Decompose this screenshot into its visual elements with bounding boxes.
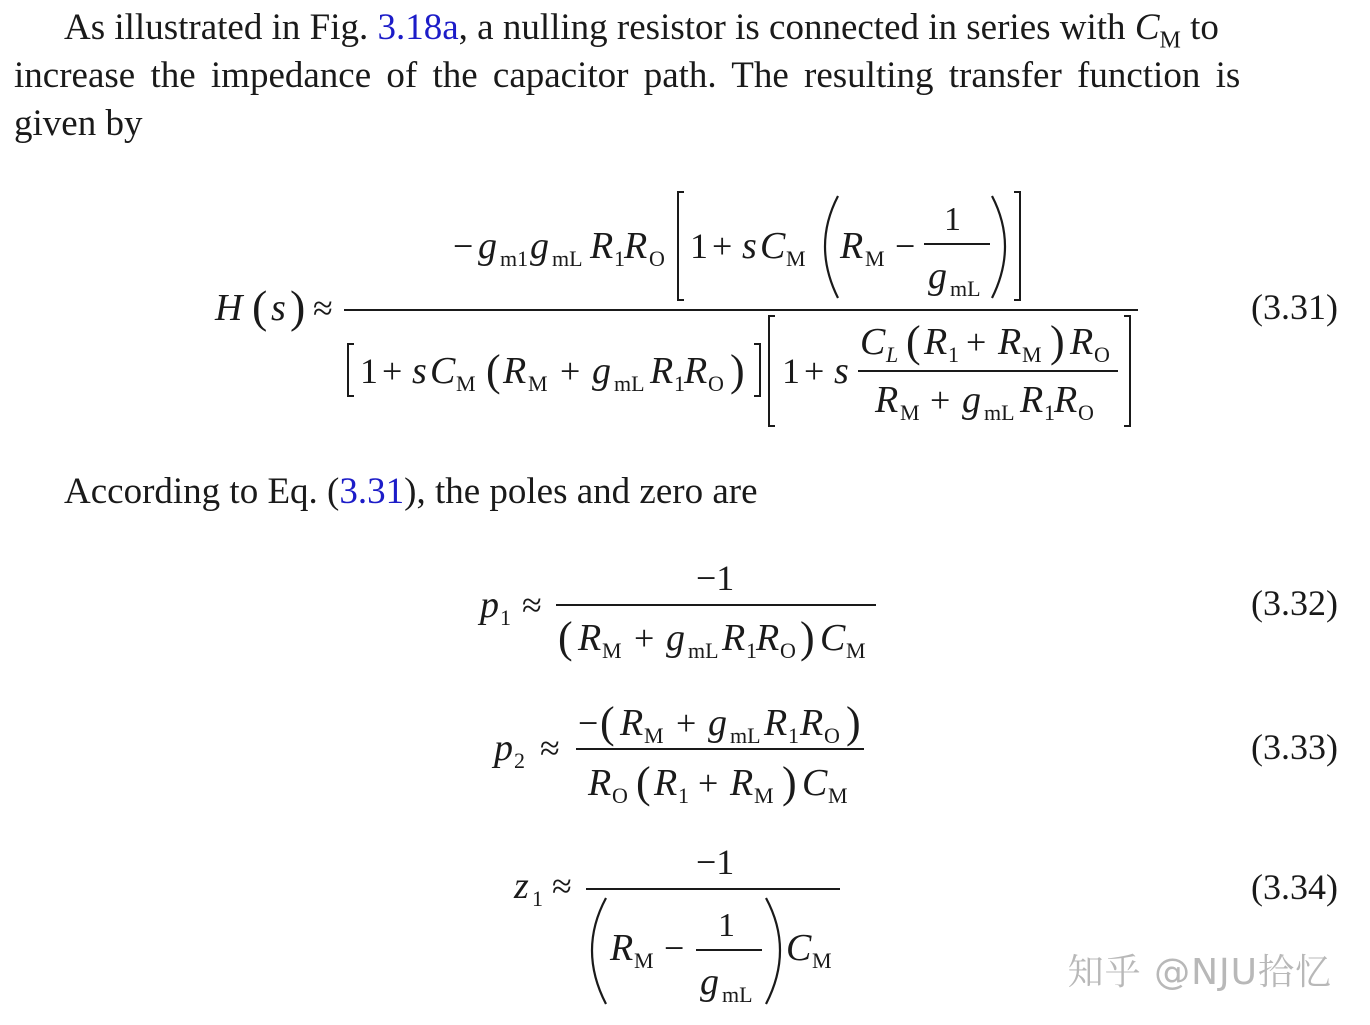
svg-text:): ) [1050, 317, 1065, 366]
svg-text:M: M [634, 948, 654, 973]
svg-text:O: O [1078, 400, 1094, 425]
svg-text:mL: mL [984, 400, 1015, 425]
svg-text:H: H [215, 287, 243, 329]
svg-text:−: − [895, 226, 916, 266]
svg-text:L: L [886, 342, 899, 367]
svg-text:R: R [1070, 321, 1094, 363]
svg-text:(: ( [906, 317, 921, 366]
svg-text:C: C [802, 762, 828, 804]
svg-text:(: ( [486, 346, 501, 395]
svg-text:O: O [612, 783, 628, 808]
svg-text:M: M [602, 638, 622, 663]
svg-text:1: 1 [360, 351, 378, 391]
svg-text:g: g [928, 255, 947, 297]
svg-text:M: M [644, 723, 664, 748]
equation-number: (3.31) [1251, 287, 1338, 327]
svg-text:R: R [840, 225, 864, 267]
svg-text:C: C [786, 927, 812, 969]
svg-text:+: + [676, 703, 697, 743]
equation-number: (3.32) [1251, 583, 1338, 623]
svg-text:O: O [1094, 342, 1110, 367]
svg-text:+: + [966, 322, 987, 362]
svg-text:O: O [780, 638, 796, 663]
svg-text:R: R [1020, 379, 1044, 421]
svg-text:m1: m1 [500, 246, 529, 271]
svg-text:p: p [494, 727, 513, 769]
svg-text:+: + [382, 351, 403, 391]
svg-text:≈: ≈ [522, 585, 542, 625]
svg-text:R: R [650, 350, 674, 392]
svg-text:1: 1 [718, 907, 735, 944]
svg-text:≈: ≈ [313, 288, 333, 328]
svg-text:1: 1 [948, 342, 959, 367]
svg-text:1: 1 [532, 886, 543, 911]
svg-text:R: R [654, 762, 678, 804]
svg-text:+: + [930, 380, 951, 420]
svg-text:g: g [962, 379, 981, 421]
svg-text:M: M [754, 783, 774, 808]
svg-text:(: ( [558, 613, 573, 662]
svg-text:1: 1 [500, 605, 511, 630]
svg-text:(: ( [636, 758, 651, 807]
svg-text:R: R [578, 617, 602, 659]
svg-text:M: M [528, 371, 548, 396]
svg-text:≈: ≈ [552, 866, 572, 906]
svg-text:R: R [610, 927, 634, 969]
intro-line-2: increase the impedance of the capacitor path. The resulting transfer function is [14, 55, 1241, 96]
svg-text:): ) [730, 346, 745, 395]
svg-text:R: R [998, 321, 1022, 363]
svg-text:g: g [592, 350, 611, 392]
svg-text:g: g [708, 702, 727, 744]
svg-text:O: O [649, 246, 665, 271]
svg-text:1: 1 [944, 201, 961, 238]
equation-link[interactable]: 3.31 [339, 471, 405, 512]
svg-text:p: p [480, 584, 499, 626]
svg-text:C: C [820, 617, 846, 659]
svg-text:g: g [700, 961, 719, 1003]
svg-text:+: + [634, 618, 655, 658]
svg-text:g: g [666, 617, 685, 659]
svg-text:+: + [560, 351, 581, 391]
svg-text:R: R [1054, 379, 1078, 421]
svg-text:R: R [756, 617, 780, 659]
svg-text:−1: −1 [696, 558, 735, 598]
svg-text:s: s [412, 350, 427, 392]
svg-text:1: 1 [674, 371, 685, 396]
svg-text:+: + [698, 763, 719, 803]
svg-text:1: 1 [678, 783, 689, 808]
svg-text:z: z [514, 865, 529, 907]
equation-number: (3.34) [1251, 867, 1338, 907]
svg-text:2: 2 [514, 748, 525, 773]
svg-text:R: R [800, 702, 824, 744]
svg-text:R: R [588, 762, 612, 804]
svg-text:R: R [620, 702, 644, 744]
svg-text:R: R [684, 350, 708, 392]
svg-text:M: M [846, 638, 866, 663]
svg-text:1: 1 [782, 351, 800, 391]
svg-text:R: R [875, 379, 899, 421]
svg-text:mL: mL [614, 371, 645, 396]
svg-text:(: ( [252, 281, 268, 332]
svg-text:R: R [590, 225, 614, 267]
svg-text:g: g [478, 225, 497, 267]
svg-text:R: R [624, 225, 648, 267]
svg-text:+: + [804, 351, 825, 391]
svg-text:mL: mL [730, 723, 761, 748]
svg-text:−1: −1 [696, 842, 735, 882]
svg-text:≈: ≈ [540, 728, 560, 768]
svg-text:M: M [865, 246, 885, 271]
svg-text:M: M [900, 400, 920, 425]
svg-text:O: O [708, 371, 724, 396]
svg-text:): ) [800, 613, 815, 662]
svg-text:): ) [782, 758, 797, 807]
svg-text:M: M [1022, 342, 1042, 367]
svg-text:−: − [453, 226, 474, 266]
svg-text:+: + [712, 226, 733, 266]
svg-text:s: s [742, 225, 757, 267]
svg-text:mL: mL [950, 276, 981, 301]
intro-line-3: given by [14, 103, 143, 144]
equation-number: (3.33) [1251, 727, 1338, 767]
svg-text:s: s [834, 350, 849, 392]
svg-text:R: R [764, 702, 788, 744]
svg-text:C: C [430, 350, 456, 392]
svg-text:1: 1 [614, 246, 625, 271]
svg-text:M: M [828, 783, 848, 808]
svg-text:R: R [722, 617, 746, 659]
svg-text:−: − [664, 928, 685, 968]
svg-text:−: − [578, 703, 599, 743]
svg-text:): ) [290, 281, 306, 332]
svg-text:1: 1 [746, 638, 757, 663]
svg-text:R: R [730, 762, 754, 804]
svg-text:mL: mL [722, 982, 753, 1007]
svg-text:M: M [812, 948, 832, 973]
svg-text:mL: mL [688, 638, 719, 663]
svg-text:C: C [860, 321, 886, 363]
svg-text:R: R [503, 350, 527, 392]
svg-text:M: M [786, 246, 806, 271]
svg-text:1: 1 [788, 723, 799, 748]
intro-line-1: As illustrated in Fig. 3.18a, a nulling resistor is connected in series with $C_M$ to [64, 7, 1219, 54]
svg-text:s: s [271, 287, 286, 329]
svg-text:): ) [846, 698, 861, 747]
svg-text:O: O [824, 723, 840, 748]
figure-link[interactable]: 3.18a [377, 7, 459, 48]
svg-text:1: 1 [1044, 400, 1055, 425]
svg-text:(: ( [600, 698, 615, 747]
svg-text:C: C [760, 225, 786, 267]
svg-text:g: g [530, 225, 549, 267]
watermark: 知乎 @NJU拾忆 [1067, 952, 1332, 993]
svg-text:mL: mL [552, 246, 583, 271]
svg-text:M: M [456, 371, 476, 396]
svg-text:R: R [924, 321, 948, 363]
svg-text:1: 1 [690, 226, 708, 266]
